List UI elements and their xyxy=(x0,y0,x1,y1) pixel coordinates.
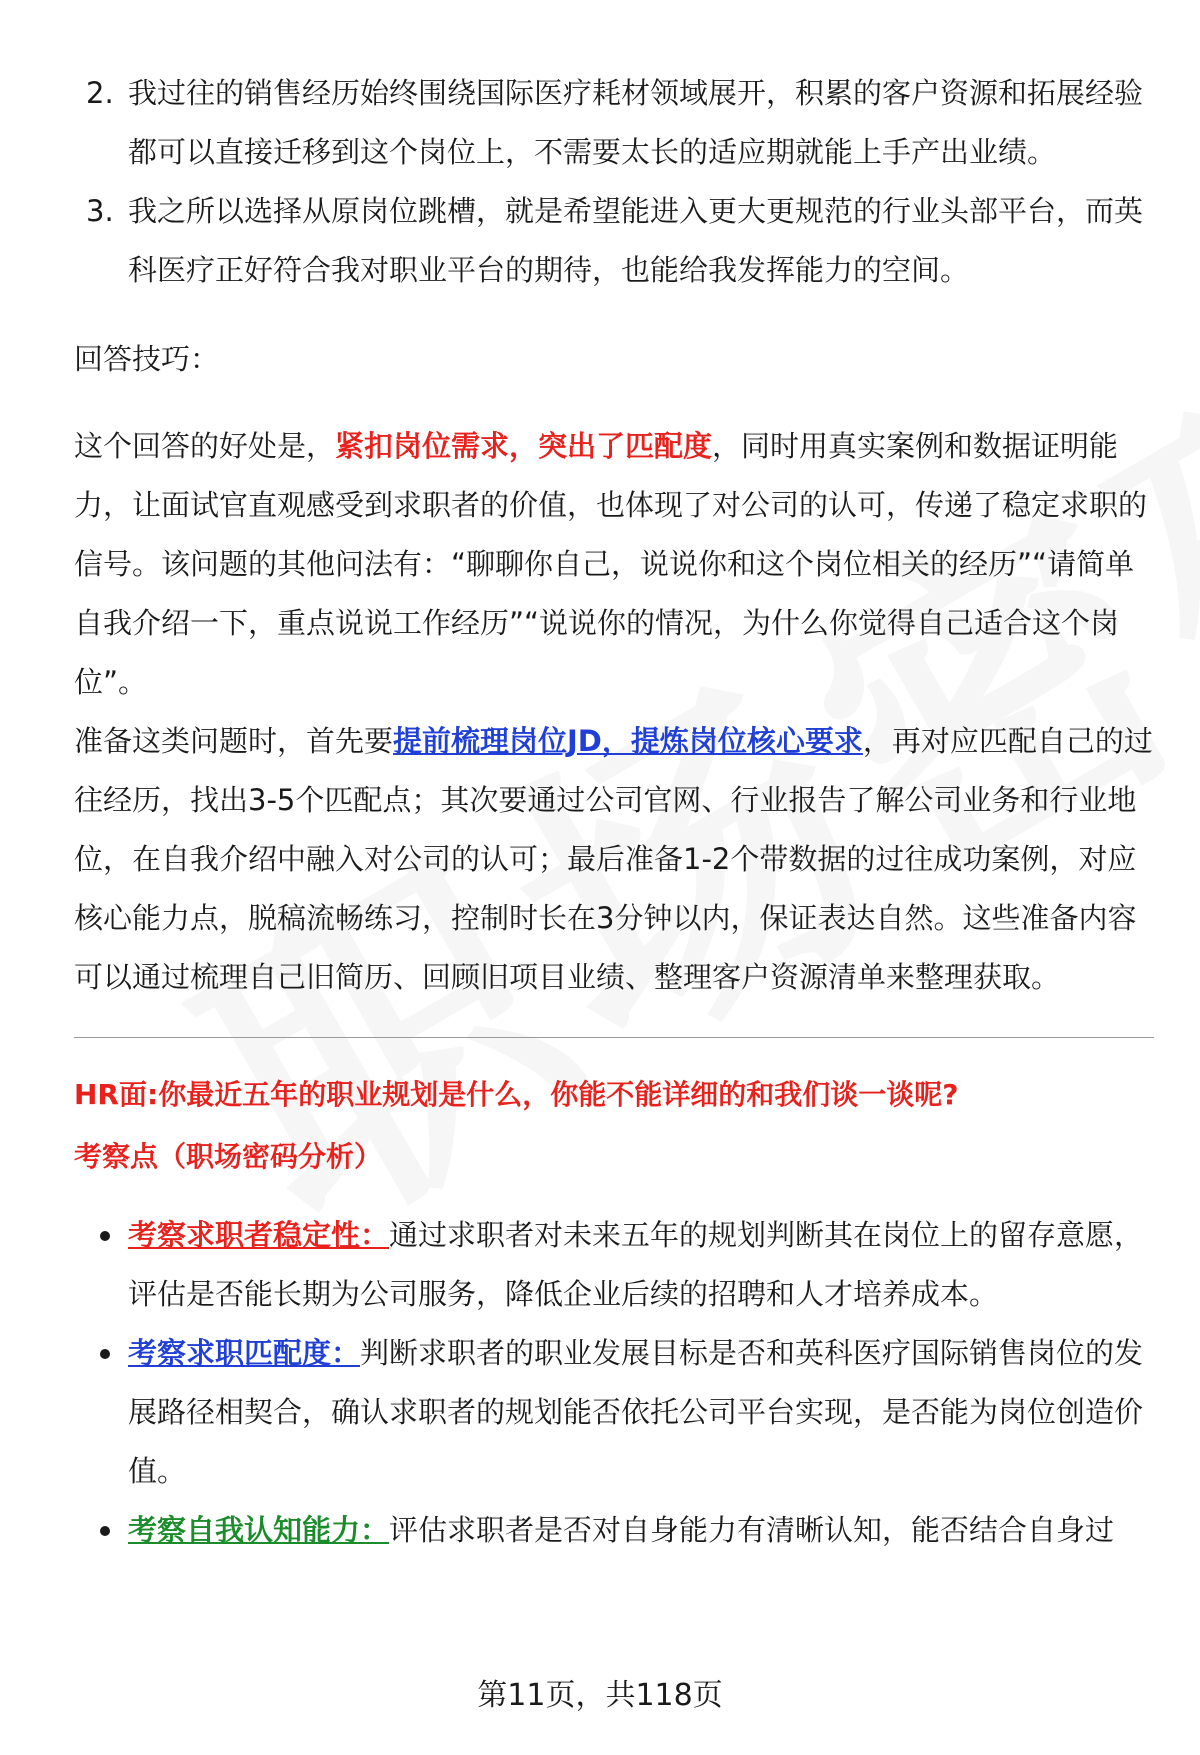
bullet-label: 考察求职者稳定性： xyxy=(128,1218,390,1252)
numbered-list xyxy=(74,64,1154,300)
highlight-red: 紧扣岗位需求，突出了匹配度 xyxy=(335,429,713,463)
bullet-dot-icon xyxy=(100,1231,110,1241)
bullet-label: 考察自我认知能力： xyxy=(128,1513,390,1547)
highlight-blue: 提前梳理岗位JD，提炼岗位核心要求 xyxy=(393,724,863,758)
bullet-dot-icon xyxy=(100,1526,110,1536)
page-content xyxy=(74,64,1154,1560)
text-span: 这个回答的好处是， xyxy=(74,429,336,463)
page-footer: 第11页，共118页 xyxy=(477,1678,723,1713)
list-number: 2. xyxy=(86,76,114,110)
analysis-title: 考察点（职场密码分析） xyxy=(74,1140,383,1173)
list-item xyxy=(74,182,1154,300)
section-divider xyxy=(74,1037,1154,1038)
bullet-item xyxy=(74,1206,1154,1324)
paragraph-benefit xyxy=(74,417,1154,712)
bullet-list xyxy=(74,1206,1154,1560)
hr-question-title: HR面:你最近五年的职业规划是什么，你能不能详细的和我们谈一谈呢? xyxy=(74,1078,959,1111)
bullet-text: 判断求职者的职业发展目标是否和英科医疗国际销售岗位的发展路径相契合，确认求职者的规划能否依托公司平台实现，是否能为岗位创造价值。 xyxy=(128,1336,1144,1488)
list-item xyxy=(74,64,1154,182)
bullet-item xyxy=(74,1324,1154,1501)
text-span: 准备这类问题时，首先要 xyxy=(74,724,394,758)
text-span: ，再对应匹配自己的过往经历，找出3-5个匹配点；其次要通过公司官网、行业报告了解公司业务和行业地位，在自我介绍中融入对公司的认可；最后准备1-2个带数据的过往成功案例，对应核心能力点，脱稿流畅练习，控制时长在3分钟以内，保证表达自然。这些准备内容可以通过梳理自己旧简历、回顾旧项目业绩、整理客户资源清单来整理获取。 xyxy=(74,724,1153,994)
bullet-label: 考察求职匹配度： xyxy=(128,1336,361,1370)
list-text: 我之所以选择从原岗位跳槽，就是希望能进入更大更规范的行业头部平台，而英科医疗正好符合我对职业平台的期待，也能给我发挥能力的空间。 xyxy=(128,194,1144,287)
bullet-item xyxy=(74,1501,1154,1560)
bullet-text: 通过求职者对未来五年的规划判断其在岗位上的留存意愿，评估是否能长期为公司服务，降低企业后续的招聘和人才培养成本。 xyxy=(128,1218,1144,1311)
tips-label: 回答技巧： xyxy=(74,342,220,376)
list-text: 我过往的销售经历始终围绕国际医疗耗材领域展开，积累的客户资源和拓展经验都可以直接迁移到这个岗位上，不需要太长的适应期就能上手产出业绩。 xyxy=(128,76,1144,169)
list-number: 3. xyxy=(86,194,114,228)
text-span: ，同时用真实案例和数据证明能力，让面试官直观感受到求职者的价值，也体现了对公司的认可，传递了稳定求职的信号。该问题的其他问法有：“聊聊你自己，说说你和这个岗位相关的经历”“请简单自我介绍一下，重点说说工作经历”“说说你的情况，为什么你觉得自己适合这个岗位”。 xyxy=(74,429,1148,699)
paragraph-preparation xyxy=(74,712,1154,1007)
bullet-dot-icon xyxy=(100,1349,110,1359)
bullet-text: 评估求职者是否对自身能力有清晰认知，能否结合自身过 xyxy=(389,1513,1115,1547)
